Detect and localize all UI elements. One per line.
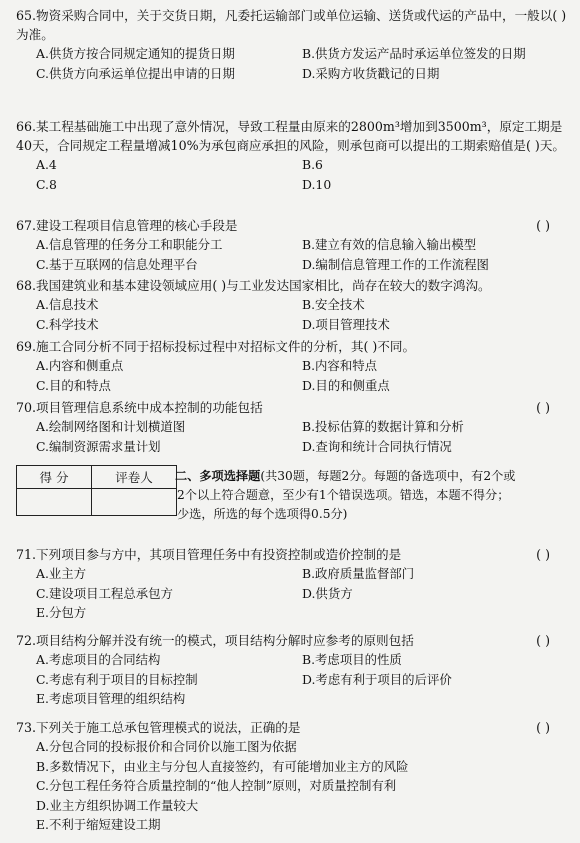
question-73 [16,718,568,835]
section-title: 二、多项选择题 [175,469,261,483]
stem-text: 67.建设工程项目信息管理的核心手段是 [16,218,238,233]
options [16,235,568,274]
option-b: B.政府质量监督部门 [302,566,415,581]
option-b: B.安全技术 [302,297,365,312]
option-d: D.采购方收货戳记的日期 [302,65,440,81]
grader-header: 评卷人 [92,466,177,489]
option-b: B.考虑项目的性质 [302,652,402,667]
question-66 [16,117,568,194]
stem-text: 73.下列关于施工总承包管理模式的说法，正确的是 [16,720,301,735]
question-70 [16,398,568,456]
option-d: D.考虑有利于项目的后评价 [302,671,452,687]
answer-paren: ( ) [536,633,550,648]
score-table [16,465,177,516]
option-c: C.编制资源需求量计划 [36,438,161,454]
question-stem: 66.某工程基础施工中出现了意外情况，导致工程量由原来的2800m³增加到3500m³，原定工期是40天，合同规定工程量增减10%为承包商应承担的风险，则承包商可以提出的工期索赔值是( )天。 [16,119,566,153]
section-desc-1: (共30题，每题2分。每题的备选项中，有2个或 [260,469,516,483]
section-header [175,467,566,524]
options [16,650,568,709]
option-d: D.查询和统计合同执行情况 [302,438,452,454]
options [16,356,568,395]
section-desc-2: 2个以上符合题意，至少有1个错误选项。错选，本题不得分； [177,488,510,502]
option-a: A.内容和侧重点 [36,358,124,373]
option-a: A.供货方按合同规定通知的提货日期 [36,46,235,61]
option-b: B.投标估算的数据计算和分析 [302,419,464,434]
options [16,564,568,623]
options [16,417,568,456]
question-67 [16,216,568,274]
option-c: C.基于互联网的信息处理平台 [36,256,198,272]
option-b: B.多数情况下，由业主与分包人直接签约，有可能增加业主方的风险 [36,758,409,774]
stem-text: 70.项目管理信息系统中成本控制的功能包括 [16,400,263,415]
options [16,295,568,334]
option-c: C.目的和特点 [36,377,111,393]
question-stem [16,216,568,235]
option-a: A.信息技术 [36,297,99,312]
option-c: C.供货方向承运单位提出申请的日期 [36,65,235,81]
option-d: D.目的和侧重点 [302,377,390,393]
question-69 [16,337,568,395]
option-b: B.内容和特点 [302,358,377,373]
answer-paren: ( ) [536,547,550,562]
option-b: B.6 [302,157,323,172]
answer-paren: ( ) [536,720,550,735]
question-71 [16,545,568,623]
stem-text: 72.项目结构分解并没有统一的模式，项目结构分解时应参考的原则包括 [16,633,414,648]
option-c: C.考虑有利于项目的目标控制 [36,671,198,687]
option-d: D.业主方组织协调工作量较大 [36,797,199,813]
option-e: E.分包方 [36,605,87,620]
options [16,155,568,194]
stem-text: 71.下列项目参与方中，其项目管理任务中有投资控制或造价控制的是 [16,547,402,562]
option-e: E.考虑项目管理的组织结构 [36,691,186,706]
option-b: B.建立有效的信息输入输出模型 [302,237,477,252]
options [16,44,568,83]
option-d: D.供货方 [302,585,353,601]
question-stem [16,545,568,564]
option-e: E.不利于缩短建设工期 [36,817,161,832]
question-stem [16,398,568,417]
grader-cell[interactable] [92,489,177,516]
option-c: C.分包工程任务符合质量控制的“他人控制”原则，对质量控制有利 [36,778,397,793]
option-c: C.建设项目工程总承包方 [36,585,173,601]
score-header: 得 分 [17,466,92,489]
question-stem: 69.施工合同分析不同于招标投标过程中对招标文件的分析，其( )不同。 [16,339,416,354]
option-b: B.供货方发运产品时承运单位签发的日期 [302,46,526,61]
question-stem: 65.物资采购合同中，关于交货日期，凡委托运输部门或单位运输、送货或代运的产品中，一般以( )为准。 [16,8,567,42]
option-c: C.科学技术 [36,316,99,332]
option-a: A.分包合同的投标报价和合同价以施工图为依据 [36,739,297,754]
option-a: A.4 [36,157,57,172]
option-a: A.绘制网络图和计划横道图 [36,419,186,434]
option-a: A.信息管理的任务分工和职能分工 [36,237,223,252]
answer-paren: ( ) [536,400,550,415]
options [16,737,568,835]
option-a: A.考虑项目的合同结构 [36,652,161,667]
option-d: D.编制信息管理工作的工作流程图 [302,256,489,272]
option-a: A.业主方 [36,566,87,581]
option-c: C.8 [36,176,57,192]
question-72 [16,631,568,709]
question-stem [16,718,568,737]
question-68 [16,276,568,334]
answer-paren: ( ) [536,218,550,233]
section-desc-3: 少选，所选的每个选项得0.5分) [177,507,348,521]
question-65 [16,6,568,83]
option-d: D.项目管理技术 [302,316,390,332]
question-stem [16,631,568,650]
option-d: D.10 [302,176,332,192]
score-cell[interactable] [17,489,92,516]
question-stem: 68.我国建筑业和基本建设领域应用( )与工业发达国家相比，尚存在较大的数字鸿沟。 [16,278,491,293]
